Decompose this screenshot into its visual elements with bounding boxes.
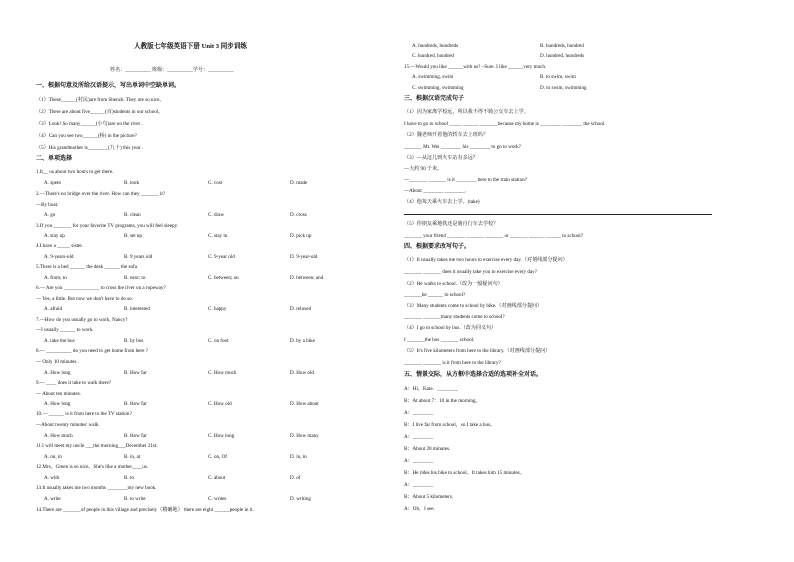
answer-line: _______ _______many students come to school? — [404, 314, 505, 320]
option: A. go — [44, 212, 56, 218]
answer-blank-line — [404, 214, 712, 215]
option: C. How old — [208, 401, 232, 407]
option: D. between; and — [290, 275, 324, 281]
dialog-line: A：________ — [404, 458, 434, 464]
question: —By boat. — [36, 202, 59, 208]
option: B. set up — [124, 233, 142, 239]
answer-line: _______ _______ is it from here to the library? — [404, 360, 501, 366]
question: （2）There are about five______(百)students in our school。 — [36, 109, 164, 115]
option: B. interested — [124, 306, 150, 312]
answer-line: _______ Mr. Wei ________ his ________ to go to work? — [404, 144, 521, 150]
question: 5.There is a bed ______ the desk ______ the sofa — [36, 264, 138, 270]
question: — About ten minutes. — [36, 391, 81, 397]
answer-line: —About ________ ________. — [404, 188, 467, 194]
option: C. on, Of — [208, 454, 227, 460]
option: B. took — [124, 180, 140, 186]
option: B. in, at — [124, 454, 141, 460]
prompt: （3）Many students come to school by bike.（对画线部分提问） — [404, 303, 543, 309]
option: C. hundred, hundred — [412, 53, 454, 59]
dialog-line: A：Oh，I see． — [404, 506, 439, 512]
option: C. How long — [208, 433, 235, 439]
option: D. cross — [290, 212, 307, 218]
option: D. How about — [290, 401, 319, 407]
prompt: （3）—从这儿到火车站有多远？ — [404, 155, 478, 161]
option: A. How much — [44, 433, 73, 439]
option: A. from; to — [44, 275, 67, 281]
option: C. 9-year old — [208, 254, 235, 260]
prompt: （5）It's five kilometers from here to the library.（对画线部分提问） — [404, 348, 551, 354]
prompt: —大约 90 千米。 — [404, 166, 443, 172]
option: C. cost — [208, 180, 223, 186]
dialog-line: B：About 20 minutes． — [404, 446, 455, 452]
dialog-line: B：I live far from school，so I take a bus。 — [404, 422, 496, 428]
section-5-heading: 五、情景交际，从方框中选择合适的选项补全对话。 — [404, 372, 543, 378]
answer-line: I _______the bus _______ school. — [404, 337, 475, 343]
option: D. of — [290, 475, 301, 481]
dialog-line: A：________ — [404, 410, 434, 416]
page-title: 人教版七年级英语下册 Unit 3 同步训练 — [134, 43, 248, 50]
option: D. to swim, swimming — [540, 85, 587, 91]
option: A. 9-years-old — [44, 254, 74, 260]
dialog-line: A：Hi，Kate．________ — [404, 386, 459, 392]
option: C. about — [208, 475, 226, 481]
question: 6.— Are you ______________ to cross the river on a ropeway? — [36, 285, 166, 291]
option: B. 9 years old — [124, 254, 153, 260]
option: B. clean — [124, 212, 141, 218]
dialog-line: A：________ — [404, 434, 434, 440]
option: B. How far — [124, 401, 147, 407]
option: B. to swim, swim — [540, 74, 576, 80]
question: 8.— __________ do you need to get home from here ? — [36, 348, 148, 354]
option: B. hundreds, hundred — [540, 43, 584, 49]
option: D. 9-year-old — [290, 254, 318, 260]
dialog-line: A：________ — [404, 482, 434, 488]
option: A. How long — [44, 370, 71, 376]
option: B. by bus — [124, 338, 144, 344]
option: A. on, in — [44, 454, 62, 460]
prompt: （1）因为家离学校远，所以我不得不骑公交车去上学。 — [404, 109, 529, 115]
option: D. by a bike — [290, 338, 315, 344]
section-1-heading: 一、根据句意及所给汉语提示，写出单词中空缺单词。 — [36, 83, 181, 89]
question: 11.I will meet my uncle ___the morning___December 21st. — [36, 443, 158, 449]
question: —About twenty minutes' walk. — [36, 422, 100, 428]
question: —I usually ______ to work. — [36, 327, 94, 333]
prompt: （1）It usually takes me two hours to exercise every day.（对划线部分提问） — [404, 257, 568, 263]
option: D. pick up — [290, 233, 312, 239]
option: D. made — [290, 180, 308, 186]
option: A. How long — [44, 401, 71, 407]
option: A. with — [44, 475, 60, 481]
section-3-heading: 三、根据汉语完成句子 — [404, 96, 465, 102]
option: A. swimming, swim — [412, 74, 454, 80]
option: A. hundreds, hundreds — [412, 43, 459, 49]
question: 10.— ______ is it from here to the TV station? — [36, 411, 132, 417]
option: B. to — [124, 475, 134, 481]
question: 13.It usually takes me two months ________my new book. — [36, 485, 157, 491]
question: （1）These______(村民)are from Shenzh. They are so nice。 — [36, 97, 165, 103]
question: — Only 10 minutes . — [36, 359, 79, 365]
question: 2.—There's no bridge over the river. How can they _______ it? — [36, 191, 166, 197]
prompt: （2）魏老师开着他的轿车去上班吗？ — [404, 132, 489, 138]
question: （3）Look! So many______(小鸟)are on the river . — [36, 121, 143, 127]
answer-line: _______he ______ to school? — [404, 292, 466, 298]
answer-line: _______ your friend _______ _______ _______ or _______ ______ ______ to school? — [404, 233, 583, 239]
question: 4.I have a _____ sister. — [36, 243, 83, 249]
question: 14.There are _______of people in this village and precisely（精确地） there are eight ______people in it. — [36, 507, 254, 513]
question: 3.If you _______ for your favorite TV programs, you will feel sleepy. — [36, 223, 179, 229]
prompt: （4）他每天乘火车去上学。(take) — [404, 199, 480, 205]
option: C. swimming, swimming — [412, 85, 464, 91]
question: 12.Mrs。Green is so nice。She's like a mother____us. — [36, 464, 149, 470]
question: 15.—Would you like ______with us? –Sure. I like ______very much. — [404, 64, 547, 70]
option: D. How old — [290, 370, 314, 376]
option: D. writing — [290, 496, 311, 502]
option: B. next; to — [124, 275, 146, 281]
option: B. How far — [124, 433, 147, 439]
prompt: （4）I go to school by bus.（改为同义句） — [404, 325, 497, 331]
option: C. stay in — [208, 233, 228, 239]
option: A. take the bus — [44, 338, 75, 344]
option: B. to write — [124, 496, 146, 502]
prompt: （5）你朋友乘地铁还是骑自行车去学校？ — [404, 221, 499, 227]
question: — Yes, a little. But now we don't have to do so. — [36, 296, 133, 302]
option: C. writes — [208, 496, 227, 502]
dialog-line: B：At about 7：10 in the morning。 — [404, 398, 481, 404]
answer-line: —_______ _______ is it ________ here to the train station? — [404, 177, 527, 183]
option: A. afraid — [44, 306, 63, 312]
option: A. write — [44, 496, 61, 502]
option: C. draw — [208, 212, 225, 218]
question: 9.— ____ does it take to walk there? — [36, 380, 111, 386]
option: D. How many — [290, 433, 319, 439]
option: D. relaxed — [290, 306, 312, 312]
option: C. How much — [208, 370, 237, 376]
section-2-heading: 二、单项选择 — [36, 156, 73, 162]
option: D. hundred, hundreds — [540, 53, 585, 59]
student-info-line: 姓名：__________ 班级：__________学号：__________ — [110, 67, 234, 73]
prompt: （2）He walks to school.（改为一般疑问句） — [404, 281, 503, 287]
answer-line: I have to go to school _____ ______ _______because my home is ________ ________ the school. — [404, 121, 606, 127]
option: A. spent — [44, 180, 61, 186]
question: 1.It__ us about two hours to get there. — [36, 169, 114, 175]
option: B. How far — [124, 370, 147, 376]
option: A. stay up — [44, 233, 65, 239]
option: C. on foot — [208, 338, 229, 344]
option: C. between; on — [208, 275, 239, 281]
question: 7.—How do you usually go to work, Nancy? — [36, 317, 128, 323]
question: （5）His grandmother is________(九十) this year . — [36, 145, 143, 151]
dialog-line: B：About 5 kilometers． — [404, 494, 457, 500]
option: D. in, in — [290, 454, 307, 460]
dialog-line: B：He rides his bike to school。It takes him 15 minutes。 — [404, 470, 525, 476]
question: （4）Can you see two______(桥) in the picture? — [36, 133, 137, 139]
section-4-heading: 四、根据要求改写句子。 — [404, 244, 471, 250]
answer-line: _______ _______ does it usually take you to exercise every day? — [404, 269, 537, 275]
option: C. happy — [208, 306, 227, 312]
